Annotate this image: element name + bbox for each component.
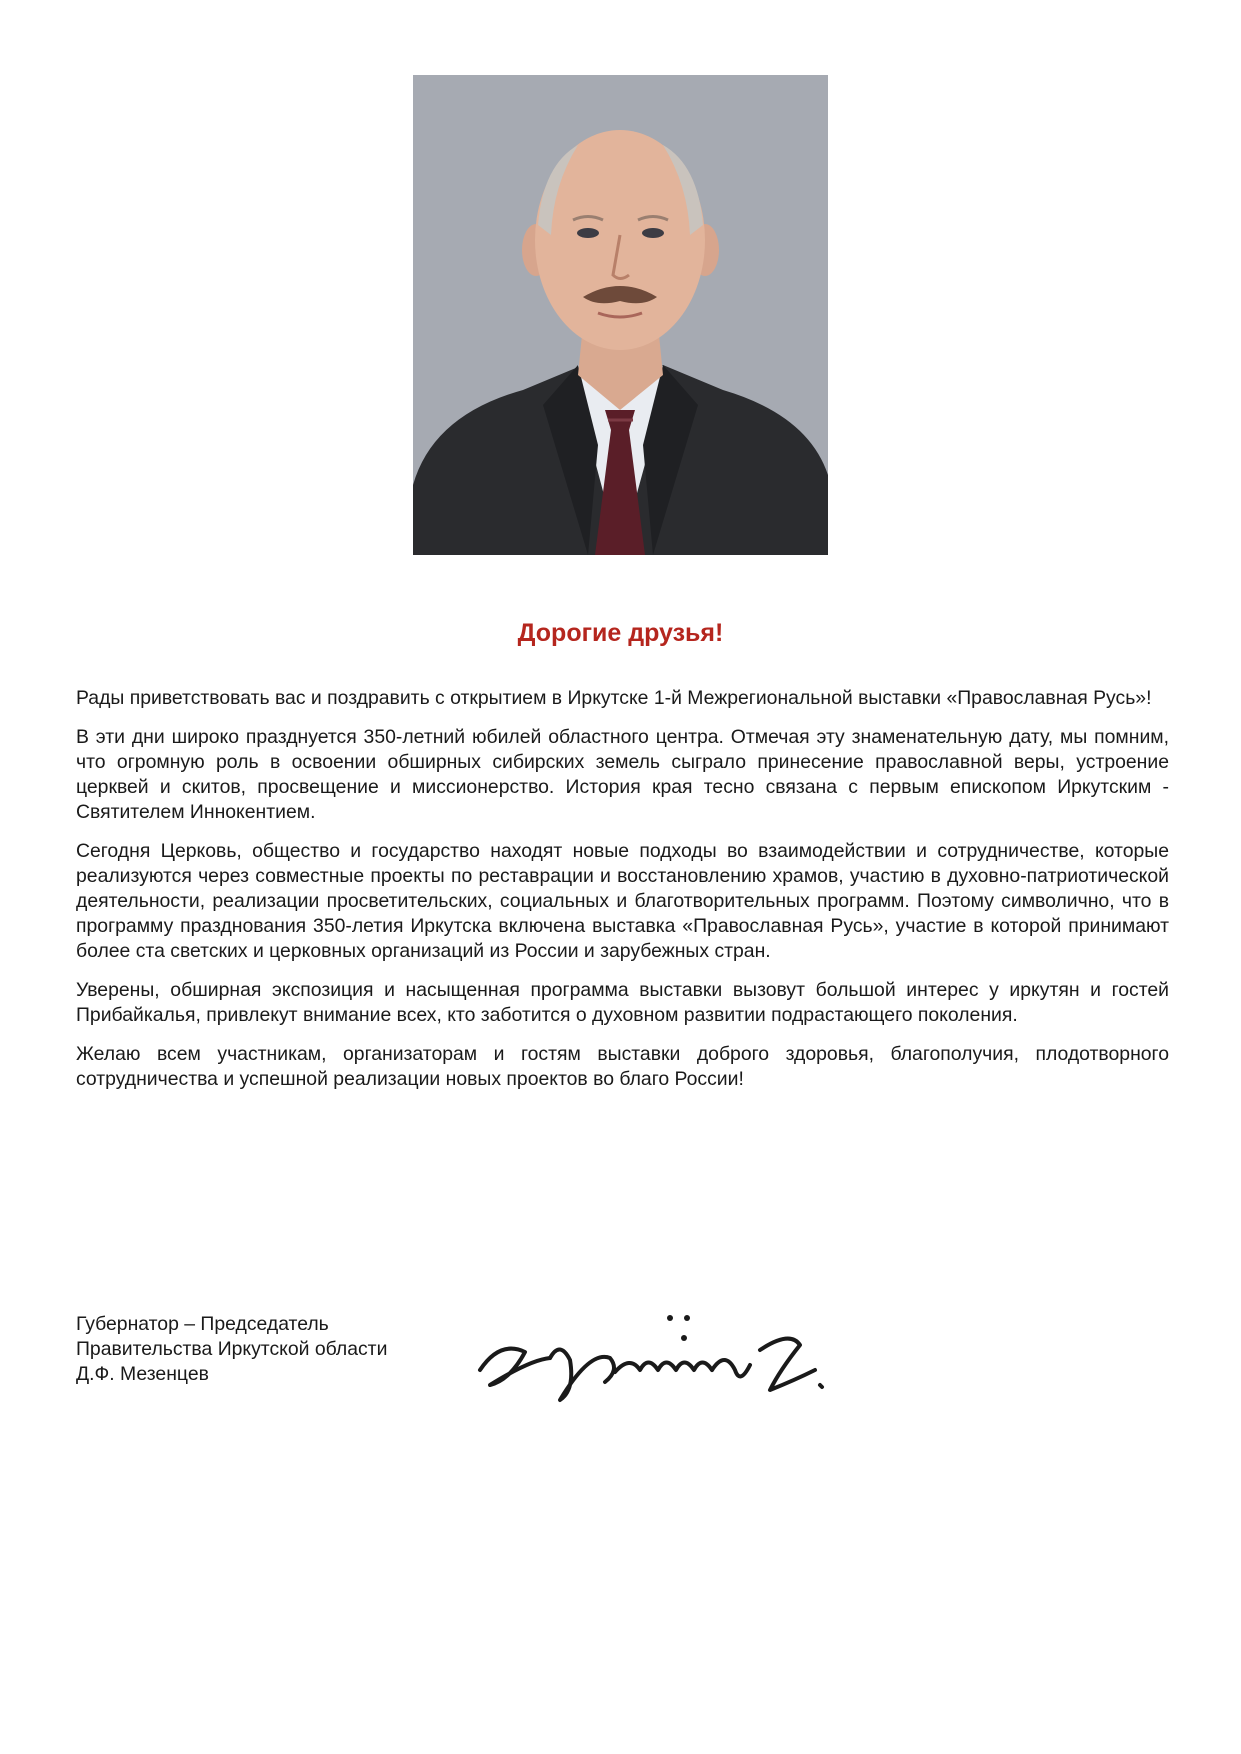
- letter-body: [76, 686, 1169, 1106]
- signatory-name: Д.Ф. Мезенцев: [76, 1363, 209, 1385]
- paragraph: В эти дни широко празднуется 350-летний юбилей областного центра. Отмечая эту знаменательную дату, мы помним, что огромную роль в освоении обширных сибирских земель сыграло принесение православной веры, устроение церквей и скитов, просвещение и миссионерство. История края тесно связана с первым епископом Иркутским - Святителем Иннокентием.: [76, 726, 1169, 823]
- signature: [470, 1290, 850, 1420]
- signatory-organization: Правительства Иркутской области: [76, 1338, 388, 1360]
- paragraph: Сегодня Церковь, общество и государство находят новые подходы во взаимодействии и сотрудничестве, которые реализуются через совместные проекты по реставрации и восстановлению храмов, участию в духовно-патриотической деятельности, реализации просветительских, социальных и благотворительных программ. Поэтому символично, что в программу празднования 350-летия Иркутска включена выставка «Православная Русь», участие в которой принимают более ста светских и церковных организаций из России и зарубежных стран.: [76, 840, 1169, 962]
- handwritten-signature-icon: [470, 1290, 850, 1420]
- greeting-heading: Дорогие друзья!: [517, 619, 724, 647]
- signatory-title: Губернатор – Председатель: [76, 1313, 329, 1335]
- paragraph: Желаю всем участникам, организаторам и гостям выставки доброго здоровья, благополучия, плодотворного сотрудничества и успешной реализации новых проектов во благо России!: [76, 1043, 1169, 1090]
- paragraph: Уверены, обширная экспозиция и насыщенная программа выставки вызовут большой интерес у иркутян и гостей Прибайкалья, привлекут внимание всех, кто заботится о духовном развитии подрастающего поколения.: [76, 979, 1169, 1026]
- signatory-block: [76, 1312, 387, 1387]
- governor-portrait-icon: [413, 75, 828, 555]
- paragraph: Рады приветствовать вас и поздравить с открытием в Иркутске 1-й Межрегиональной выставки «Православная Русь»!: [76, 687, 1152, 709]
- portrait-photo: [413, 75, 828, 555]
